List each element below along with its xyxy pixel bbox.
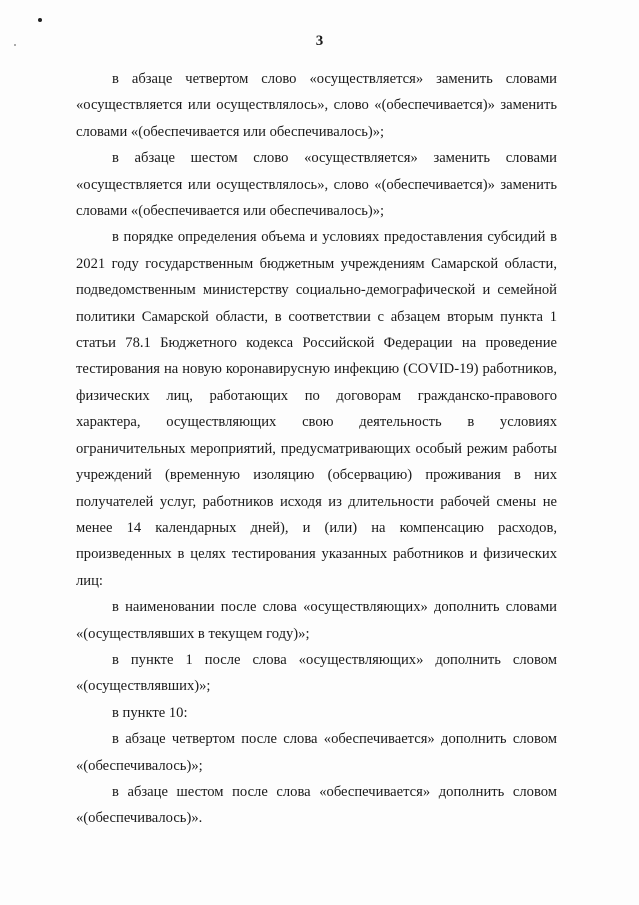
paragraph: в абзаце четвертом слово «осуществляется» заменить словами «осуществляется или осуществлялось», слово «(обеспечивается)» заменить словами «(обеспечивается или обеспечивалось)»; <box>76 71 557 140</box>
paragraph: в пункте 1 после слова «осуществляющих» дополнить словом «(осуществлявших)»; <box>76 651 557 695</box>
scan-speck <box>38 18 42 22</box>
document-body <box>76 66 557 832</box>
paragraph: в абзаце четвертом после слова «обеспечивается» дополнить словом «(обеспечивалось)»; <box>76 731 557 774</box>
page-number: 3 <box>315 33 324 49</box>
paragraph: в абзаце шестом после слова «обеспечивается» дополнить словом «(обеспечивалось)». <box>76 783 557 827</box>
paragraph: в пункте 10: <box>112 704 188 721</box>
paragraph: в абзаце шестом слово «осуществляется» заменить словами «осуществляется или осуществлялось», слово «(обеспечивается)» заменить словами «(обеспечивается или обеспечивалось)»; <box>76 150 557 220</box>
paragraph: в порядке определения объема и условиях предоставления субсидий в 2021 году государственным бюджетным учреждениям Самарской области, подведомственным министерству социально-демографической и семейной политики Самарской области, в соответствии с абзацем вторым пункта 1 статьи 78.1 Бюджетного кодекса Российской Федерации на проведение тестирования на новую коронавирусную инфекцию (COVID-19) работников, физических лиц, работающих по договорам гражданско-правового характера, осуществляющих свою деятельность в условиях ограничительных мероприятий, предусматривающих особый режим работы учреждений (временную изоляцию (обсервацию) проживания в них получателей услуг, работников исходя из длительности рабочей смены не менее 14 календарных дней), и (или) на компенсацию расходов, произведенных в целях тестирования указанных работников и физических лиц: <box>76 229 557 589</box>
paragraph: в наименовании после слова «осуществляющих» дополнить словами «(осуществлявших в текущем году)»; <box>76 599 557 642</box>
